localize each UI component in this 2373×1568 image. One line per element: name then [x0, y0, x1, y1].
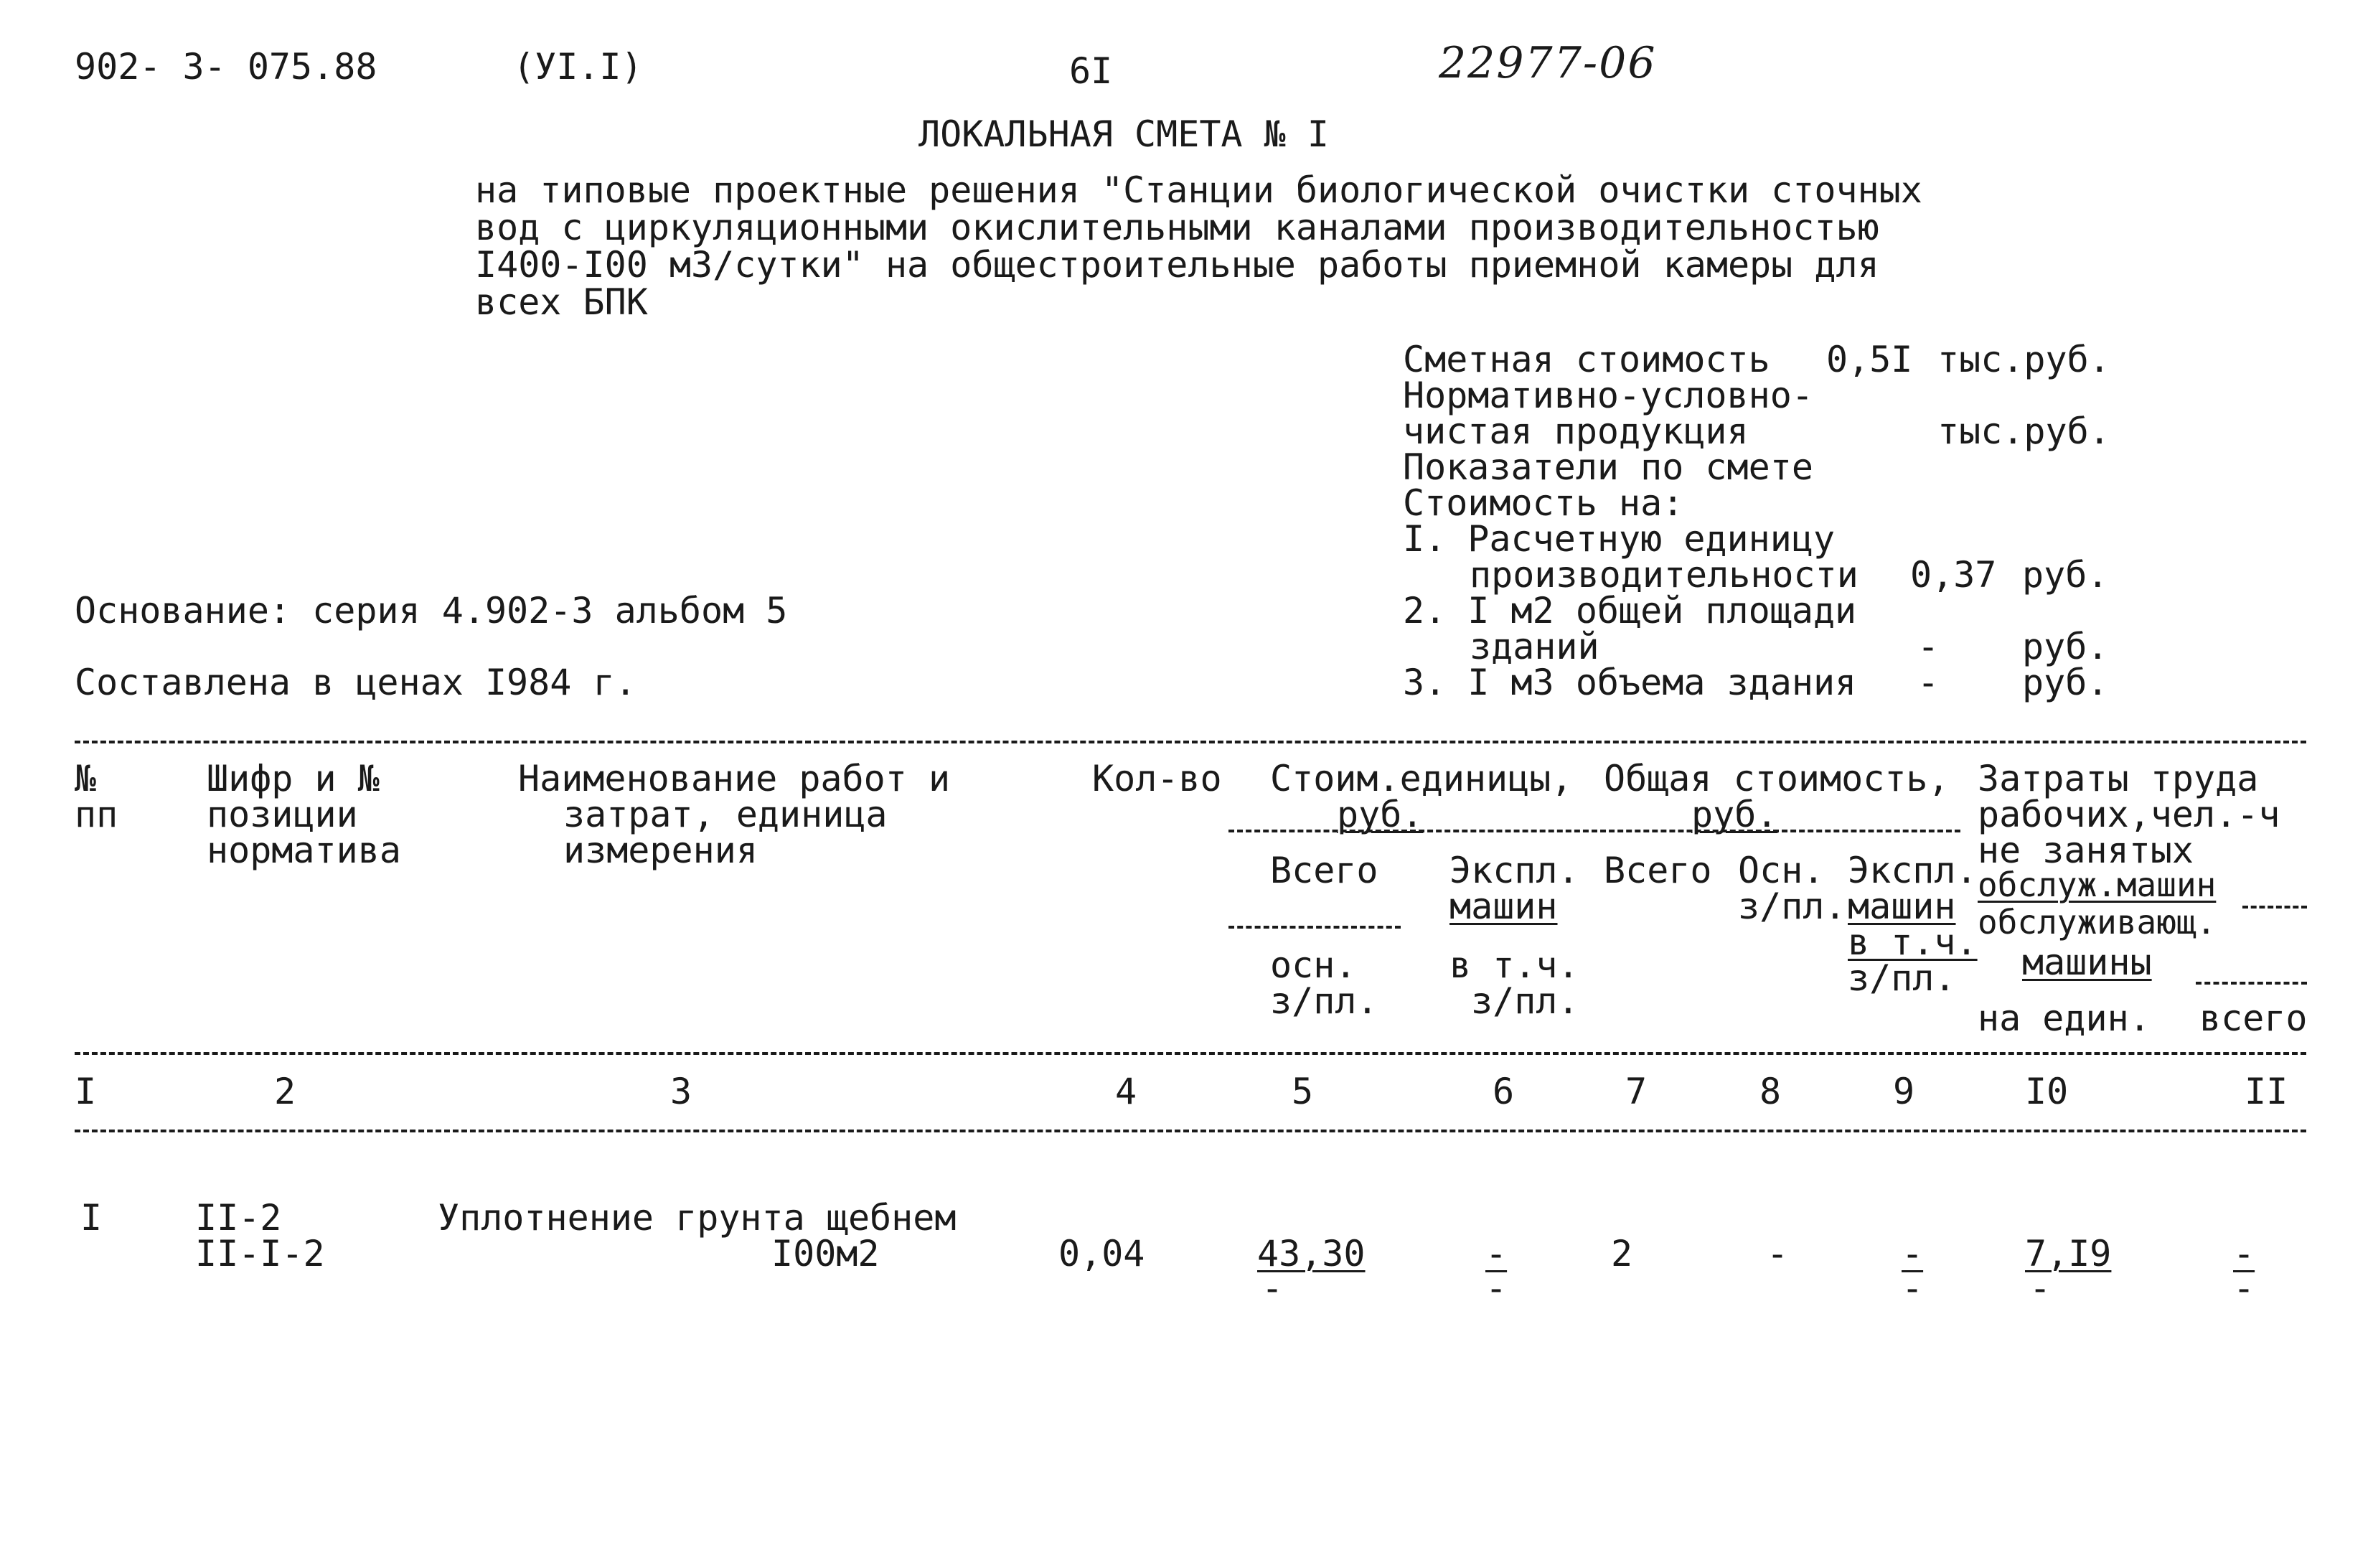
item2-value: -: [1917, 626, 1940, 667]
col9-header-2: машин: [1848, 886, 1956, 927]
row-unit-machines-wages: -: [1485, 1267, 1508, 1309]
col-name-header-1: Наименование работ и: [518, 758, 951, 799]
col9-header-3: в т.ч.: [1848, 921, 1978, 963]
col-labor-header-2: рабочих,чел.-ч: [1978, 794, 2280, 835]
header-rule-labor-upper: [2242, 906, 2307, 909]
col-unit-cost-header-1: Стоим.единицы,: [1270, 758, 1573, 799]
row-unit-wages: -: [1261, 1267, 1284, 1309]
column-number-4: 4: [1115, 1071, 1137, 1112]
col5-header-bottom-2: з/пл.: [1270, 980, 1378, 1022]
subtitle-line-1: на типовые проектные решения "Станции биологической очистки сточных: [475, 169, 1922, 211]
col-code-header-1: Шифр и №: [207, 758, 380, 799]
row-code-1: II-2: [195, 1197, 282, 1239]
col-labor-header-1: Затраты труда: [1978, 758, 2259, 799]
column-number-6: 6: [1493, 1071, 1515, 1112]
row-total: 2: [1611, 1233, 1633, 1274]
subtitle-line-3: I400-I00 м3/сутки" на общестроительные работы приемной камеры для: [475, 244, 1879, 286]
row-code-2: II-I-2: [195, 1233, 325, 1274]
document-title: ЛОКАЛЬНАЯ СМЕТА № I: [918, 113, 1329, 155]
item1-label-1: I. Расчетную единицу: [1403, 518, 1836, 560]
row-num: I: [80, 1197, 103, 1239]
col6-header-top-1: Экспл.: [1449, 850, 1579, 891]
item1-label-2: производительности: [1470, 554, 1859, 596]
col-code-header-3: норматива: [207, 830, 401, 871]
col-labor-header-5: обслуживающ.: [1978, 903, 2217, 942]
item2-unit: руб.: [2022, 626, 2109, 667]
row-total-wages: -: [1767, 1233, 1789, 1274]
volume-number: (УI.I): [513, 46, 643, 88]
col-num-header-2: пп: [75, 794, 118, 835]
column-number-3: 3: [670, 1071, 692, 1112]
col11-header: всего: [2199, 997, 2308, 1039]
subtitle-line-4: всех БПК: [475, 281, 648, 323]
col9-header-4: з/пл.: [1848, 957, 1956, 999]
row-unit: I00м2: [771, 1233, 880, 1274]
col6-header-bottom-1: в т.ч.: [1449, 944, 1579, 986]
estimated-cost-unit: тыс.руб.: [1937, 339, 2110, 380]
prices-line: Составлена в ценах I984 г.: [75, 662, 636, 703]
estimated-cost-label: Сметная стоимость: [1403, 339, 1770, 380]
row-qty: 0,04: [1058, 1233, 1145, 1274]
col8-header-2: з/пл.: [1738, 886, 1846, 927]
column-number-9: 9: [1893, 1071, 1915, 1112]
row-labor-per-unit: 7,I9: [2025, 1233, 2112, 1274]
column-numbers-top-rule: [75, 1052, 2306, 1055]
col9-header-1: Экспл.: [1848, 850, 1978, 891]
col6-header-bottom-2: з/пл.: [1471, 980, 1579, 1022]
inventory-number: 22977-06: [1439, 38, 1657, 88]
column-number-5: 5: [1292, 1071, 1314, 1112]
estimated-cost-value: 0,5I: [1826, 339, 1913, 380]
nvp-label-1: Нормативно-условно-: [1403, 375, 1813, 416]
column-number-8: 8: [1759, 1071, 1782, 1112]
col-labor-header-4: обслуж.машин: [1978, 865, 2217, 904]
header-rule-col5: [1228, 926, 1401, 929]
col-labor-header-6: машины: [2022, 942, 2152, 983]
header-rule-cost: [1228, 830, 1960, 832]
document-code: 902- 3- 075.88: [75, 46, 377, 88]
col-name-header-2: затрат, единица: [563, 794, 888, 835]
column-number-10: I0: [2025, 1071, 2069, 1112]
col-name-header-3: измерения: [563, 830, 758, 871]
item2-label-2: зданий: [1470, 626, 1599, 667]
item1-unit: руб.: [2022, 554, 2109, 596]
col5-header-top: Всего: [1270, 850, 1378, 891]
page-number: 6I: [1069, 50, 1113, 92]
item3-unit: руб.: [2022, 662, 2109, 703]
basis-line: Основание: серия 4.902-3 альбом 5: [75, 590, 788, 632]
nvp-label-2: чистая продукция: [1403, 410, 1749, 452]
item3-label: 3. I м3 объема здания: [1403, 662, 1857, 703]
header-rule-labor: [2196, 982, 2307, 985]
col-total-cost-header-1: Общая стоимость,: [1604, 758, 1950, 799]
col-labor-header-3: не занятых: [1978, 830, 2194, 871]
col-unit-cost-header-2: руб.: [1337, 794, 1424, 835]
column-number-11: II: [2245, 1071, 2288, 1112]
col7-header: Всего: [1604, 850, 1712, 891]
column-number-2: 2: [274, 1071, 296, 1112]
row-unit-machines: -: [1485, 1233, 1508, 1274]
item3-value: -: [1917, 662, 1940, 703]
column-number-1: I: [75, 1071, 97, 1112]
row-labor-total: -: [2233, 1233, 2255, 1274]
col-qty-header: Кол-во: [1092, 758, 1222, 799]
cost-per-label: Стоимость на:: [1403, 482, 1684, 524]
row-total-machines: -: [1902, 1233, 1924, 1274]
item1-value: 0,37: [1910, 554, 1997, 596]
row-work-name: Уплотнение грунта щебнем: [438, 1197, 957, 1239]
subtitle-line-2: вод с циркуляционными окислительными каналами производительностью: [475, 207, 1879, 248]
indicators-label: Показатели по смете: [1403, 446, 1813, 488]
row-total-machines-wages: -: [1902, 1267, 1924, 1309]
item2-label-1: 2. I м2 общей площади: [1403, 590, 1857, 632]
col-total-cost-header-2: руб.: [1691, 794, 1778, 835]
row-labor-total-machines: -: [2233, 1267, 2255, 1309]
col5-header-bottom-1: осн.: [1270, 944, 1357, 986]
column-numbers-bottom-rule: [75, 1130, 2306, 1132]
col-num-header-1: №: [75, 758, 97, 799]
row-unit-total: 43,30: [1257, 1233, 1366, 1274]
table-top-rule: [75, 741, 2306, 743]
column-number-7: 7: [1625, 1071, 1648, 1112]
nvp-unit: тыс.руб.: [1937, 410, 2110, 452]
col8-header-1: Осн.: [1738, 850, 1825, 891]
row-labor-per-unit-machines: -: [2029, 1267, 2052, 1309]
col-code-header-2: позиции: [207, 794, 358, 835]
col10-header: на един.: [1978, 997, 2151, 1039]
col6-header-top-2: машин: [1449, 886, 1558, 927]
